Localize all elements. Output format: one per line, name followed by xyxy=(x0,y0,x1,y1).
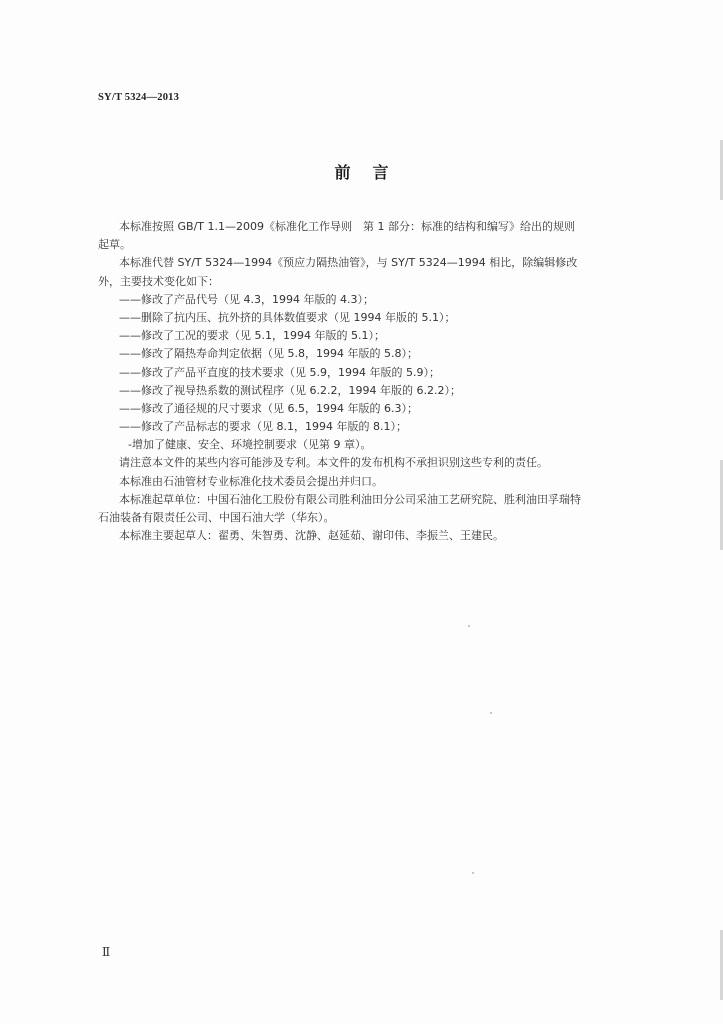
scan-speck xyxy=(472,872,474,874)
document-body xyxy=(98,218,668,545)
change-list-item: ——修改了通径规的尺寸要求（见 6.5，1994 年版的 6.3）； xyxy=(119,401,418,415)
change-list-item: ——删除了抗内压、抗外挤的具体数值要求（见 1994 年版的 5.1）； xyxy=(119,310,456,324)
change-list-item: ——修改了产品标志的要求（见 8.1，1994 年版的 8.1）； xyxy=(119,420,407,434)
scan-speck xyxy=(468,625,470,627)
proposer-statement: 本标准由石油管材专业标准化技术委员会提出并归口。 xyxy=(119,474,383,488)
change-list-item: -增加了健康、安全、环境控制要求（见第 9 章）。 xyxy=(128,438,372,452)
page-title: 前言 xyxy=(334,163,411,182)
patent-notice: 请注意本文件的某些内容可能涉及专利。本文件的发布机构不承担识别这些专利的责任。 xyxy=(119,456,548,470)
drafting-units: 本标准起草单位：中国石油化工股份有限公司胜利油田分公司采油工艺研究院、胜利油田孚瑞特 xyxy=(119,492,581,506)
paragraph-line: 本标准代替 SY/T 5324—1994《预应力隔热油管》，与 SY/T 5324—1994 相比，除编辑修改 xyxy=(119,256,578,270)
paragraph-line: 外，主要技术变化如下： xyxy=(98,274,219,288)
drafters: 本标准主要起草人：翟勇、朱智勇、沈静、赵延茹、谢印伟、李振兰、王建民。 xyxy=(119,529,504,543)
change-list-item: ——修改了产品代号（见 4.3，1994 年版的 4.3）； xyxy=(119,292,374,306)
page-number: Ⅱ xyxy=(102,945,111,959)
paragraph-line: 本标准按照 GB/T 1.1—2009《标准化工作导则 第 1 部分：标准的结构和编写》给出的规则 xyxy=(119,220,575,233)
change-list-item: ——修改了隔热寿命判定依据（见 5.8，1994 年版的 5.8）； xyxy=(119,347,418,361)
change-list-item: ——修改了视导热系数的测试程序（见 6.2.2，1994 年版的 6.2.2）； xyxy=(119,383,461,397)
standard-number: SY/T 5324—2013 xyxy=(98,92,180,103)
change-list-item: ——修改了产品平直度的技术要求（见 5.9，1994 年版的 5.9）； xyxy=(119,365,440,379)
scan-speck xyxy=(490,712,492,714)
drafting-units: 石油装备有限责任公司、中国石油大学（华东）。 xyxy=(98,511,335,524)
paragraph-line: 起草。 xyxy=(98,238,131,252)
change-list-item: ——修改了工况的要求（见 5.1，1994 年版的 5.1）； xyxy=(119,329,385,343)
